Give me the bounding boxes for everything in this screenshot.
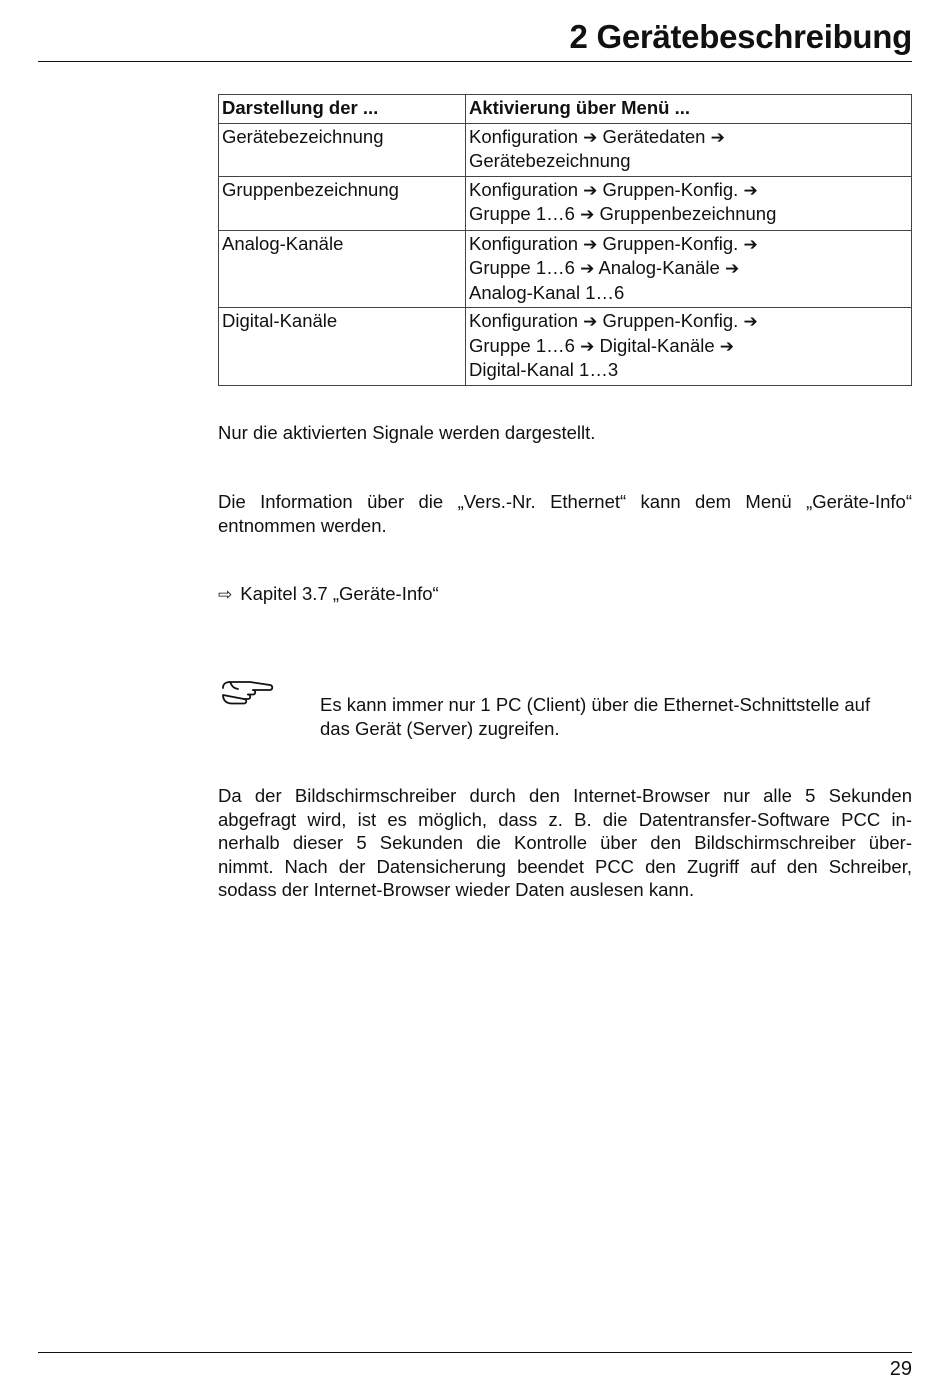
arrow-right-icon: ➔: [724, 259, 740, 278]
paragraph-line: entnommen werden.: [218, 514, 387, 536]
menu-path-line: Analog-Kanal 1…6: [469, 281, 625, 303]
menu-activation-table: [218, 94, 912, 386]
paragraph-line: Da der Bildschirmschreiber durch den Internet-Browser nur alle 5 Sekunden: [218, 785, 912, 806]
paragraph-line: abgefragt wird, ist es möglich, dass z. B. die Datentransfer-Software PCC in-: [218, 808, 912, 830]
table-cell-label: Digital-Kanäle: [219, 308, 466, 386]
table-cell-label: Analog-Kanäle: [219, 230, 466, 308]
table-row: [219, 230, 912, 308]
arrow-right-icon: ➔: [580, 336, 595, 356]
table-header-activation: Aktivierung über Menü ...: [466, 95, 912, 124]
table-row: [219, 176, 912, 230]
table-cell-label: Gerätebezeichnung: [219, 123, 466, 176]
page-number: 29: [889, 1358, 912, 1380]
menu-path-line: Gruppe 1…6 ➔ Gruppenbezeichnung: [469, 203, 777, 224]
arrow-right-outline-icon: ⇨: [218, 585, 233, 604]
paragraph-line: Die Information über die „Vers.-Nr. Ethernet“ kann dem Menü „Geräte-Info“: [218, 491, 912, 512]
footer-divider: [38, 1352, 912, 1353]
menu-path-line: Konfiguration ➔ Gerätedaten ➔: [469, 125, 725, 147]
paragraph-line: sodass der Internet-Browser wieder Daten auslesen kann.: [218, 879, 695, 900]
pointing-hand-icon: [220, 678, 276, 712]
arrow-right-icon: ➔: [743, 180, 758, 200]
paragraph-line: nimmt. Nach der Datensicherung beendet PCC den Zugriff auf den Schreiber,: [218, 855, 912, 877]
arrow-right-icon: ➔: [583, 127, 598, 147]
arrow-right-icon: ➔: [719, 336, 735, 356]
arrow-right-icon: ➔: [743, 312, 758, 331]
note-single-client: [320, 693, 912, 740]
table-cell-menu-path: [466, 308, 912, 386]
table-row: [219, 308, 912, 386]
table-header-row: [219, 95, 912, 124]
chapter-reference-link[interactable]: Kapitel 3.7 „Geräte-Info“: [240, 583, 439, 604]
arrow-right-icon: ➔: [583, 234, 598, 254]
table-cell-menu-path: [466, 230, 912, 308]
chapter-title: 2 Gerätebeschreibung: [569, 18, 912, 55]
arrow-right-icon: ➔: [583, 312, 598, 331]
menu-path-line: Gerätebezeichnung: [469, 150, 631, 171]
arrow-right-icon: ➔: [710, 127, 725, 147]
table-header-display: Darstellung der ...: [219, 95, 466, 124]
arrow-right-icon: ➔: [583, 180, 598, 200]
menu-path-line: Gruppe 1…6 ➔ Digital-Kanäle ➔: [469, 334, 735, 356]
arrow-right-icon: ➔: [580, 259, 595, 278]
paragraph-line: nerhalb dieser 5 Sekunden die Kontrolle über den Bildschirmschreiber über-: [218, 832, 912, 853]
table-row: [219, 123, 912, 176]
table-cell-label: Gruppenbezeichnung: [219, 176, 466, 230]
note-line: Es kann immer nur 1 PC (Client) über die Ethernet-Schnittstelle auf: [320, 694, 871, 715]
menu-path-line: Konfiguration ➔ Gruppen-Konfig. ➔: [469, 310, 758, 331]
arrow-right-icon: ➔: [743, 234, 758, 254]
arrow-right-icon: ➔: [580, 205, 595, 224]
menu-path-line: Gruppe 1…6 ➔ Analog-Kanäle ➔: [469, 257, 740, 278]
paragraph-ethernet-version: [218, 490, 912, 537]
note-line: das Gerät (Server) zugreifen.: [320, 717, 560, 739]
header-divider: [38, 61, 912, 62]
paragraph-browser-polling: [218, 784, 912, 902]
menu-path-line: Konfiguration ➔ Gruppen-Konfig. ➔: [469, 232, 758, 254]
chapter-reference[interactable]: [218, 582, 912, 607]
menu-path-line: Digital-Kanal 1…3: [469, 359, 619, 380]
paragraph-active-signals: Nur die aktivierten Signale werden dargestellt.: [218, 422, 596, 443]
menu-path-line: Konfiguration ➔ Gruppen-Konfig. ➔: [469, 178, 758, 200]
table-cell-menu-path: [466, 176, 912, 230]
table-cell-menu-path: [466, 123, 912, 176]
